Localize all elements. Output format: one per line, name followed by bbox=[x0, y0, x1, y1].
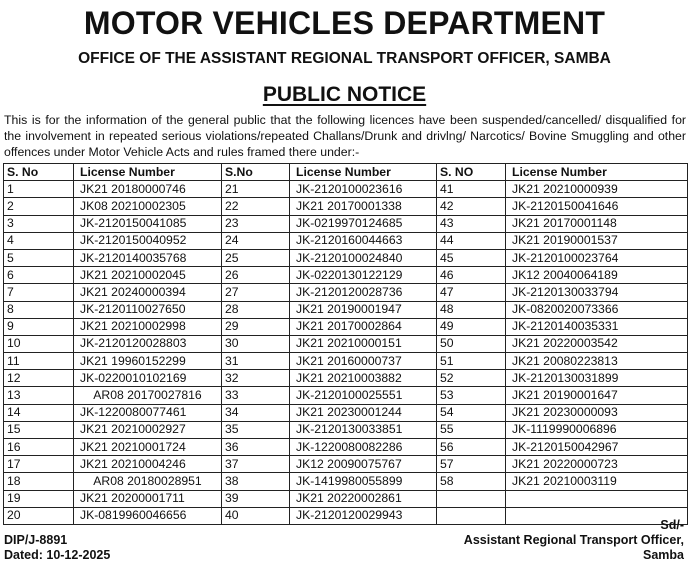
serial-number-cell: 51 bbox=[437, 353, 506, 370]
table-row bbox=[4, 439, 688, 456]
license-number-cell: JK12 20090075767 bbox=[290, 456, 437, 473]
license-number-cell: JK21 20190001947 bbox=[290, 301, 437, 318]
license-number-cell: JK-2120120028803 bbox=[74, 335, 222, 352]
license-number-cell: JK21 20180000746 bbox=[74, 181, 222, 198]
serial-number-cell: 32 bbox=[222, 370, 290, 387]
license-number-cell bbox=[506, 490, 688, 507]
serial-number-cell: 31 bbox=[222, 353, 290, 370]
serial-number-cell: 54 bbox=[437, 404, 506, 421]
license-number-cell: JK21 20210002998 bbox=[74, 318, 222, 335]
serial-number-cell: 46 bbox=[437, 267, 506, 284]
license-number-cell: JK21 20210003882 bbox=[290, 370, 437, 387]
license-number-cell: JK-2120130033794 bbox=[506, 284, 688, 301]
notice-intro: This is for the information of the general public that the following licences have been suspended/cancelled/ disqualified for the involvement in repeated serious violations/repeated Challans/Drunk and drivlng/ Narcotics/ Bovine Smuggling and other offences under Motor Vehicle Acts and rules framed there under:- bbox=[4, 113, 686, 159]
license-number-cell: JK21 19960152299 bbox=[74, 353, 222, 370]
table-row bbox=[4, 181, 688, 198]
serial-number-cell: 8 bbox=[4, 301, 74, 318]
table-row bbox=[4, 198, 688, 215]
license-number-cell: JK-2120140035331 bbox=[506, 318, 688, 335]
serial-number-cell: 39 bbox=[222, 490, 290, 507]
serial-number-cell: 55 bbox=[437, 421, 506, 438]
license-number-cell: JK21 20230000093 bbox=[506, 404, 688, 421]
license-number-cell: JK-2120150042967 bbox=[506, 439, 688, 456]
license-number-cell: JK21 20160000737 bbox=[290, 353, 437, 370]
officer-designation: Assistant Regional Transport Officer, bbox=[463, 533, 684, 547]
serial-number-cell: 26 bbox=[222, 267, 290, 284]
license-number-cell: JK-0220130122129 bbox=[290, 267, 437, 284]
license-number-cell: JK-2120110027650 bbox=[74, 301, 222, 318]
license-number-cell: JK21 20080223813 bbox=[506, 353, 688, 370]
serial-number-cell: 37 bbox=[222, 456, 290, 473]
table-row bbox=[4, 353, 688, 370]
license-number-cell: JK-2120120028736 bbox=[290, 284, 437, 301]
license-number-cell: JK21 20170002864 bbox=[290, 318, 437, 335]
serial-number-cell: 29 bbox=[222, 318, 290, 335]
serial-number-cell: 30 bbox=[222, 335, 290, 352]
license-number-cell: JK21 20240000394 bbox=[74, 284, 222, 301]
serial-number-cell: 28 bbox=[222, 301, 290, 318]
table-row bbox=[4, 387, 688, 404]
licence-table bbox=[3, 163, 688, 525]
license-number-cell: JK-2120100025551 bbox=[290, 387, 437, 404]
license-number-cell: JK-2120150040952 bbox=[74, 232, 222, 249]
license-number-cell: JK-0220010102169 bbox=[74, 370, 222, 387]
serial-number-cell: 2 bbox=[4, 198, 74, 215]
license-number-cell: JK21 20200001711 bbox=[74, 490, 222, 507]
license-number-cell: AR08 20170027816 bbox=[74, 387, 222, 404]
serial-number-cell: 10 bbox=[4, 335, 74, 352]
header-sno-2: S.No bbox=[222, 164, 290, 181]
serial-number-cell: 11 bbox=[4, 353, 74, 370]
license-number-cell: JK-2120120029943 bbox=[290, 507, 437, 524]
serial-number-cell: 35 bbox=[222, 421, 290, 438]
serial-number-cell: 44 bbox=[437, 232, 506, 249]
table-row bbox=[4, 370, 688, 387]
serial-number-cell: 21 bbox=[222, 181, 290, 198]
signature-mark: Sd/- bbox=[660, 518, 684, 532]
serial-number-cell: 52 bbox=[437, 370, 506, 387]
serial-number-cell: 33 bbox=[222, 387, 290, 404]
license-number-cell: JK21 20210002045 bbox=[74, 267, 222, 284]
serial-number-cell: 53 bbox=[437, 387, 506, 404]
license-number-cell: JK21 20230001244 bbox=[290, 404, 437, 421]
table-row bbox=[4, 473, 688, 490]
serial-number-cell: 23 bbox=[222, 215, 290, 232]
serial-number-cell: 41 bbox=[437, 181, 506, 198]
license-number-cell: JK21 20210004246 bbox=[74, 456, 222, 473]
footer-officer bbox=[464, 533, 684, 563]
serial-number-cell: 36 bbox=[222, 439, 290, 456]
license-number-cell: JK-2120150041085 bbox=[74, 215, 222, 232]
serial-number-cell: 57 bbox=[437, 456, 506, 473]
serial-number-cell bbox=[437, 490, 506, 507]
license-number-cell: JK-0219970124685 bbox=[290, 215, 437, 232]
license-number-cell: JK21 20210001724 bbox=[74, 439, 222, 456]
serial-number-cell: 18 bbox=[4, 473, 74, 490]
header-license-2: License Number bbox=[290, 164, 437, 181]
serial-number-cell: 5 bbox=[4, 249, 74, 266]
table-row bbox=[4, 421, 688, 438]
license-number-cell: JK-2120150041646 bbox=[506, 198, 688, 215]
serial-number-cell: 14 bbox=[4, 404, 74, 421]
license-number-cell: JK21 20170001148 bbox=[506, 215, 688, 232]
serial-number-cell: 40 bbox=[222, 507, 290, 524]
license-number-cell: JK21 20190001537 bbox=[506, 232, 688, 249]
table-row bbox=[4, 284, 688, 301]
license-number-cell: JK08 20210002305 bbox=[74, 198, 222, 215]
serial-number-cell: 22 bbox=[222, 198, 290, 215]
department-title: MOTOR VEHICLES DEPARTMENT bbox=[83, 5, 606, 41]
serial-number-cell: 16 bbox=[4, 439, 74, 456]
serial-number-cell: 25 bbox=[222, 249, 290, 266]
table-row bbox=[4, 267, 688, 284]
license-number-cell: JK21 20210000151 bbox=[290, 335, 437, 352]
license-number-cell: JK21 20210003119 bbox=[506, 473, 688, 490]
serial-number-cell: 7 bbox=[4, 284, 74, 301]
license-number-cell: JK-1220080082286 bbox=[290, 439, 437, 456]
license-number-cell: JK-1419980055899 bbox=[290, 473, 437, 490]
license-number-cell: JK21 20190001647 bbox=[506, 387, 688, 404]
table-row bbox=[4, 215, 688, 232]
license-number-cell: JK-2120100024840 bbox=[290, 249, 437, 266]
serial-number-cell: 43 bbox=[437, 215, 506, 232]
table-header-row bbox=[4, 164, 688, 181]
serial-number-cell: 13 bbox=[4, 387, 74, 404]
header-sno-1: S. No bbox=[4, 164, 74, 181]
serial-number-cell: 12 bbox=[4, 370, 74, 387]
serial-number-cell: 34 bbox=[222, 404, 290, 421]
license-number-cell: JK12 20040064189 bbox=[506, 267, 688, 284]
license-number-cell: JK-2120130031899 bbox=[506, 370, 688, 387]
notice-title bbox=[0, 82, 689, 107]
office-title: OFFICE OF THE ASSISTANT REGIONAL TRANSPORT OFFICER, SAMBA bbox=[78, 50, 611, 67]
license-number-cell: JK-0819960046656 bbox=[74, 507, 222, 524]
license-number-cell: AR08 20180028951 bbox=[74, 473, 222, 490]
license-number-cell: JK-1220080077461 bbox=[74, 404, 222, 421]
license-number-cell: JK-2120130033851 bbox=[290, 421, 437, 438]
serial-number-cell: 50 bbox=[437, 335, 506, 352]
table-row bbox=[4, 301, 688, 318]
serial-number-cell: 1 bbox=[4, 181, 74, 198]
serial-number-cell: 45 bbox=[437, 249, 506, 266]
table-row bbox=[4, 318, 688, 335]
license-number-cell: JK-2120100023764 bbox=[506, 249, 688, 266]
dated: Dated: 10-12-2025 bbox=[4, 548, 111, 562]
serial-number-cell bbox=[437, 507, 506, 524]
license-number-cell: JK-2120140035768 bbox=[74, 249, 222, 266]
serial-number-cell: 38 bbox=[222, 473, 290, 490]
table-row bbox=[4, 490, 688, 507]
dip-number: DIP/J-8891 bbox=[4, 533, 68, 547]
serial-number-cell: 56 bbox=[437, 439, 506, 456]
footer-reference bbox=[4, 533, 110, 563]
serial-number-cell: 58 bbox=[437, 473, 506, 490]
license-number-cell: JK-0820020073366 bbox=[506, 301, 688, 318]
license-number-cell: JK21 20220003542 bbox=[506, 335, 688, 352]
notice-title-text: PUBLIC NOTICE bbox=[262, 83, 427, 106]
table-row bbox=[4, 507, 688, 524]
license-number-cell: JK-2120100023616 bbox=[290, 181, 437, 198]
license-number-cell: JK21 20210002927 bbox=[74, 421, 222, 438]
serial-number-cell: 24 bbox=[222, 232, 290, 249]
table-row bbox=[4, 249, 688, 266]
serial-number-cell: 19 bbox=[4, 490, 74, 507]
license-number-cell: JK-2120160044663 bbox=[290, 232, 437, 249]
serial-number-cell: 6 bbox=[4, 267, 74, 284]
serial-number-cell: 15 bbox=[4, 421, 74, 438]
table-row bbox=[4, 335, 688, 352]
serial-number-cell: 4 bbox=[4, 232, 74, 249]
serial-number-cell: 17 bbox=[4, 456, 74, 473]
serial-number-cell: 48 bbox=[437, 301, 506, 318]
license-number-cell: JK-1119990006896 bbox=[506, 421, 688, 438]
serial-number-cell: 47 bbox=[437, 284, 506, 301]
table-row bbox=[4, 232, 688, 249]
license-number-cell: JK21 20220000723 bbox=[506, 456, 688, 473]
header-sno-3: S. NO bbox=[437, 164, 506, 181]
serial-number-cell: 9 bbox=[4, 318, 74, 335]
serial-number-cell: 20 bbox=[4, 507, 74, 524]
serial-number-cell: 3 bbox=[4, 215, 74, 232]
license-number-cell: JK21 20170001338 bbox=[290, 198, 437, 215]
license-number-cell: JK21 20220002861 bbox=[290, 490, 437, 507]
officer-place: Samba bbox=[643, 548, 684, 562]
licence-table-body bbox=[4, 181, 688, 525]
serial-number-cell: 49 bbox=[437, 318, 506, 335]
serial-number-cell: 27 bbox=[222, 284, 290, 301]
header-license-1: License Number bbox=[74, 164, 222, 181]
serial-number-cell: 42 bbox=[437, 198, 506, 215]
table-row bbox=[4, 456, 688, 473]
table-row bbox=[4, 404, 688, 421]
license-number-cell: JK21 20210000939 bbox=[506, 181, 688, 198]
header-license-3: License Number bbox=[506, 164, 688, 181]
